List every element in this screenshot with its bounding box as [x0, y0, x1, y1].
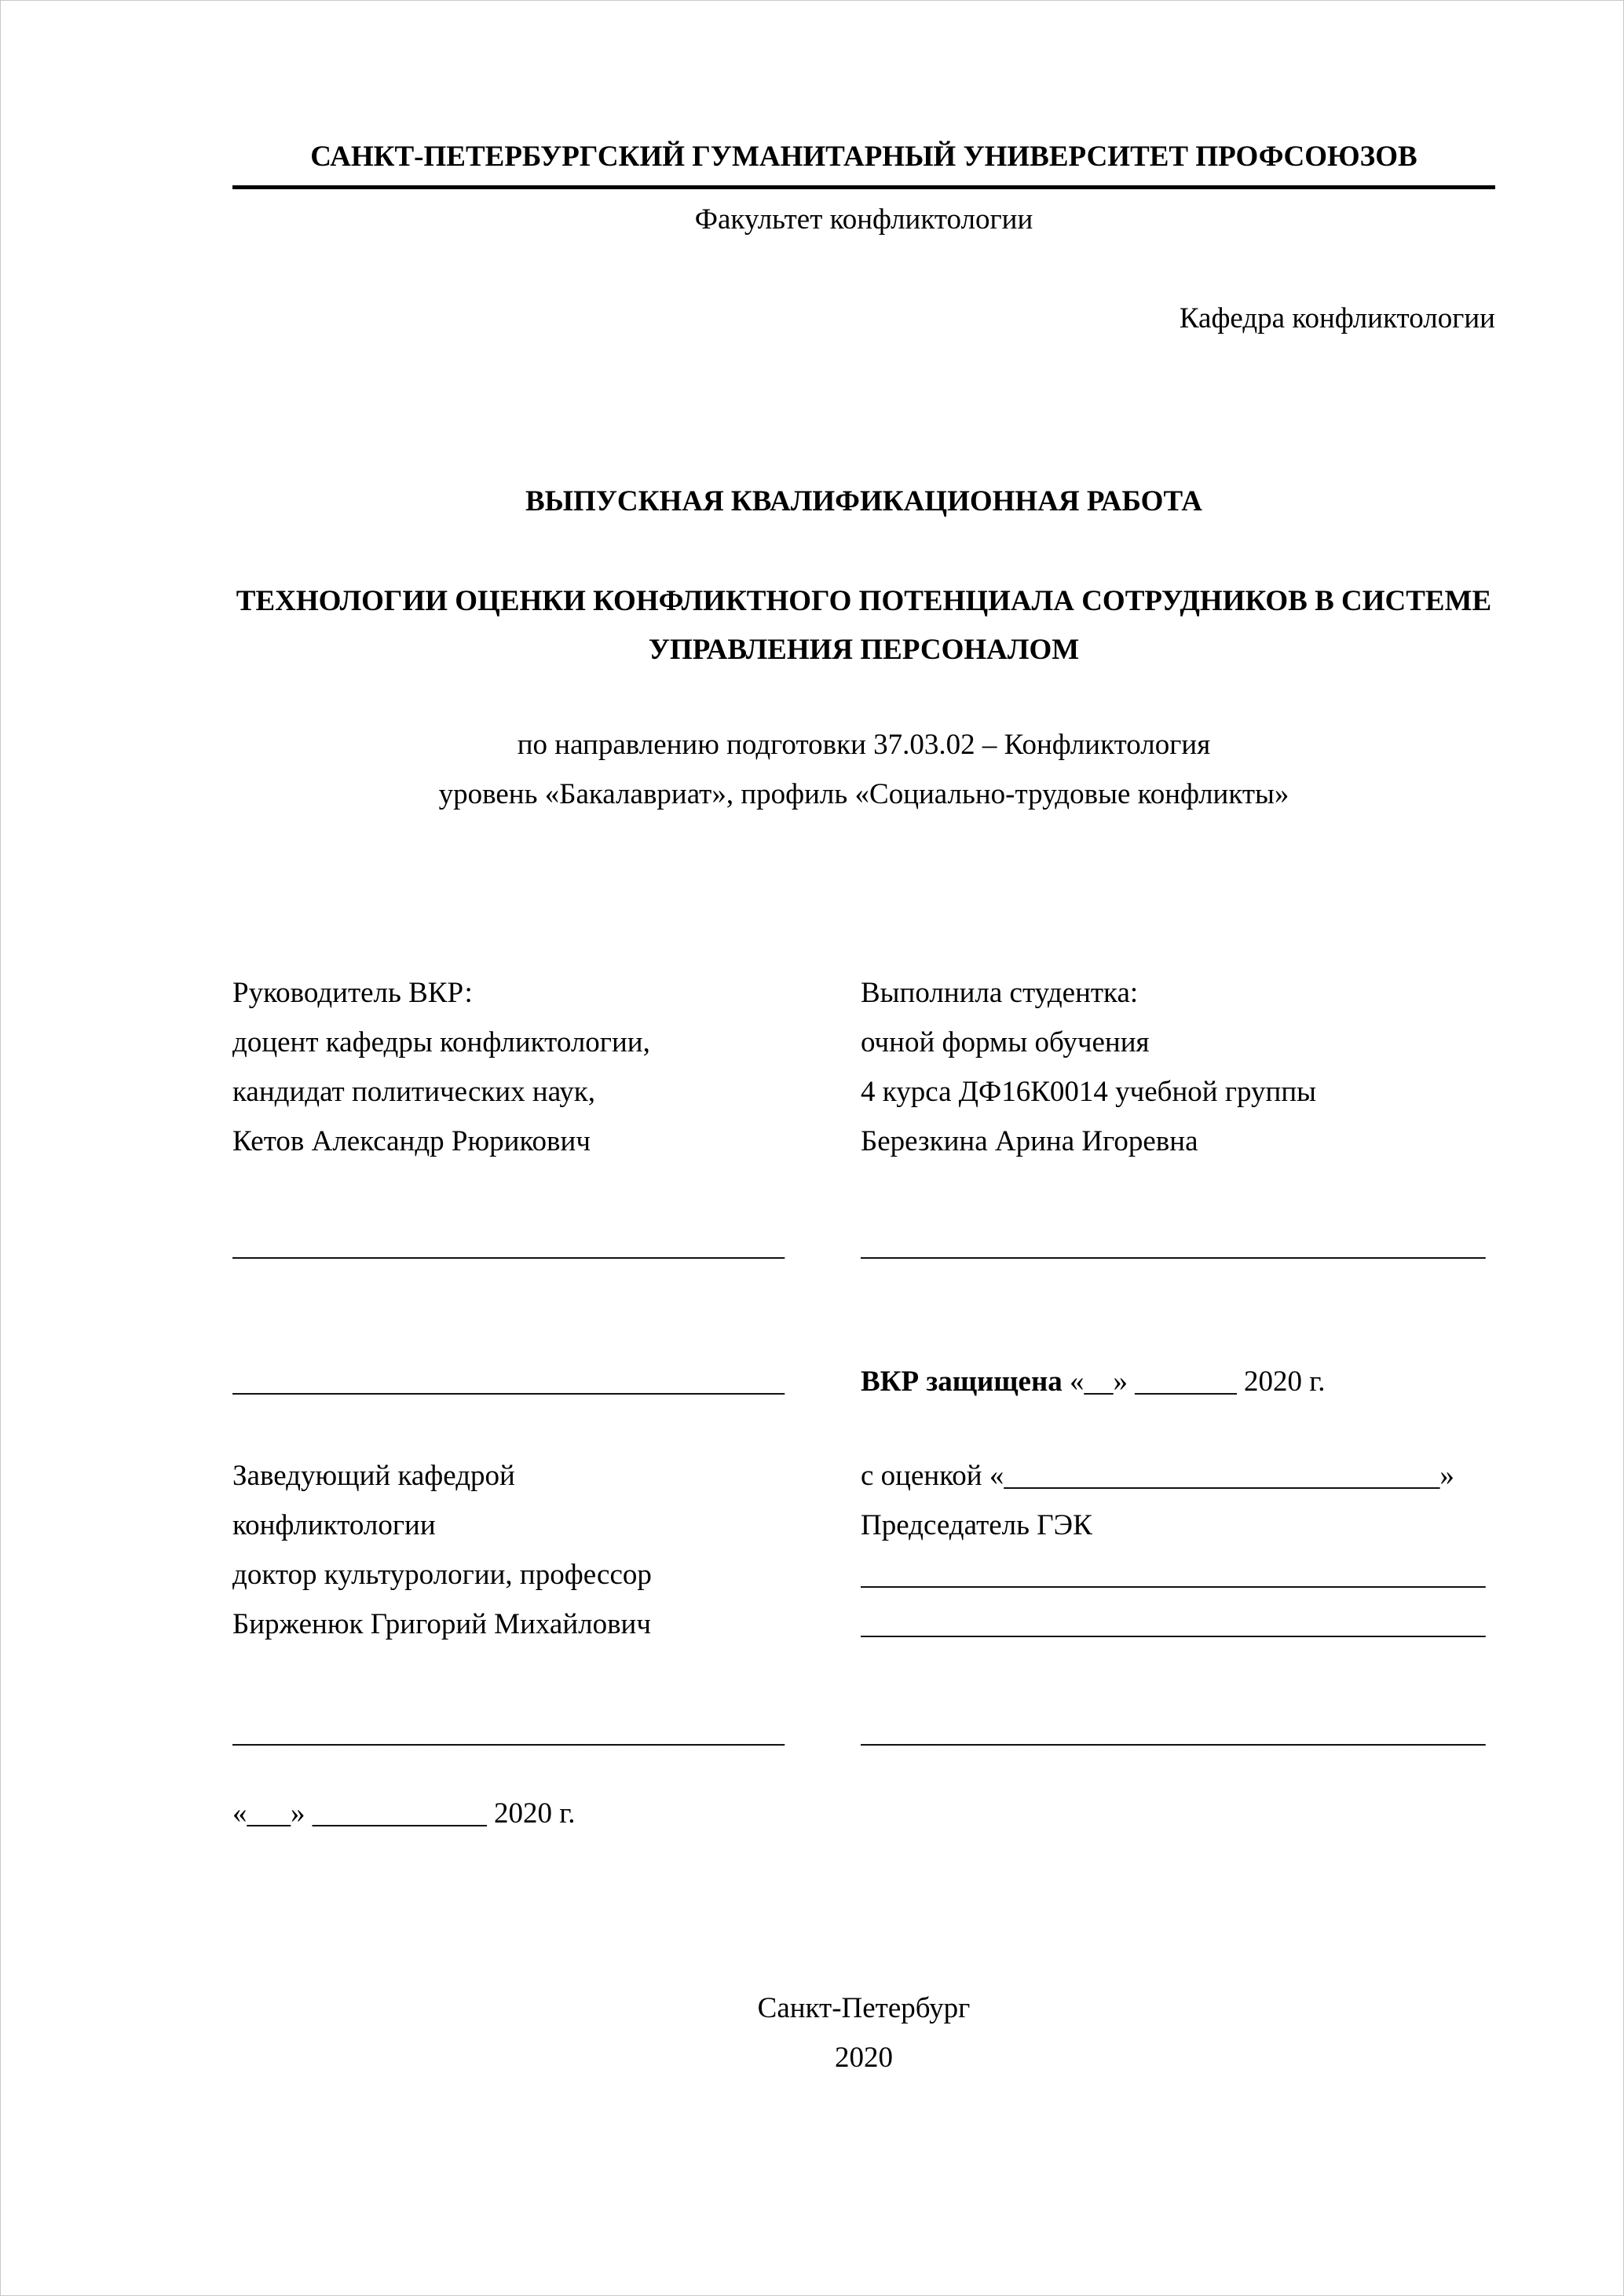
supervisor-block: [232, 969, 861, 1167]
date-row: [232, 1790, 1495, 1839]
head-date-line: «___» ____________ 2020 г.: [232, 1797, 576, 1830]
defense-date-blank: «__» _______ 2020 г.: [1062, 1365, 1326, 1398]
grade-chairman-block: [861, 1452, 1497, 1650]
faculty-name: Факультет конфликтологии: [694, 203, 1033, 236]
program-block: [232, 721, 1495, 820]
signature-row-1: [232, 1222, 1495, 1271]
student-signature-line: ___________________________________________: [861, 1229, 1486, 1262]
work-type-heading: ВЫПУСКНАЯ КВАЛИФИКАЦИОННАЯ РАБОТА: [525, 484, 1203, 517]
footer-year: 2020: [835, 2041, 893, 2074]
program-direction: по направлению подготовки 37.03.02 – Конфликтология: [517, 729, 1211, 762]
chairman-signature-line-3: ___________________________________________: [861, 1717, 1486, 1749]
head-name: Бирженюк Григорий Михайлович: [232, 1608, 651, 1641]
university-name: САНКТ-ПЕТЕРБУРГСКИЙ ГУМАНИТАРНЫЙ УНИВЕРСИТЕТ ПРОФСОЮЗОВ: [232, 133, 1495, 189]
program-level-profile: уровень «Бакалавриат», профиль «Социально-трудовые конфликты»: [438, 778, 1289, 811]
student-group: 4 курса ДФ16К0014 учебной группы: [861, 1075, 1317, 1108]
signature-row-3: [232, 1709, 1495, 1758]
supervisor-name: Кетов Александр Рюрикович: [232, 1124, 591, 1157]
supervisor-degree: кандидат политических наук,: [232, 1075, 595, 1108]
supervisor-position: доцент кафедры конфликтологии,: [232, 1026, 650, 1059]
people-columns: [232, 969, 1495, 1167]
head-signature-line-bottom: ______________________________________: [232, 1717, 785, 1749]
head-of-department-block: [232, 1452, 861, 1650]
supervisor-signature-line: ______________________________________: [232, 1229, 785, 1262]
head-degree: доктор культурологии, профессор: [232, 1559, 652, 1592]
footer: [232, 1984, 1495, 2083]
chairman-signature-line-1: ___________________________________________: [861, 1559, 1486, 1592]
student-block: [861, 969, 1497, 1167]
thesis-title: ТЕХНОЛОГИИ ОЦЕНКИ КОНФЛИКТНОГО ПОТЕНЦИАЛА СОТРУДНИКОВ В СИСТЕМЕ УПРАВЛЕНИЯ ПЕРСОНАЛОМ: [236, 584, 1492, 667]
chairman-signature-line-2: ___________________________________________: [861, 1608, 1486, 1641]
footer-city: Санкт-Петербург: [757, 1991, 971, 2024]
head-role-line-2: конфликтологии: [232, 1509, 436, 1542]
signature-row-2: [232, 1358, 1495, 1407]
defense-label: ВКР защищена: [861, 1365, 1063, 1398]
student-study-form: очной формы обучения: [861, 1026, 1150, 1059]
department-name: Кафедра конфликтологии: [1179, 302, 1495, 335]
student-role: Выполнила студентка:: [861, 977, 1139, 1010]
supervisor-role: Руководитель ВКР:: [232, 977, 473, 1010]
grade-line: с оценкой «______________________________»: [861, 1460, 1454, 1493]
student-name: Березкина Арина Игоревна: [861, 1124, 1198, 1157]
head-signature-line-top: ______________________________________: [232, 1365, 785, 1398]
head-role-line-1: Заведующий кафедрой: [232, 1460, 515, 1493]
head-defense-columns: [232, 1452, 1495, 1650]
defense-date-line: [861, 1358, 1497, 1407]
chairman-label: Председатель ГЭК: [861, 1509, 1092, 1542]
